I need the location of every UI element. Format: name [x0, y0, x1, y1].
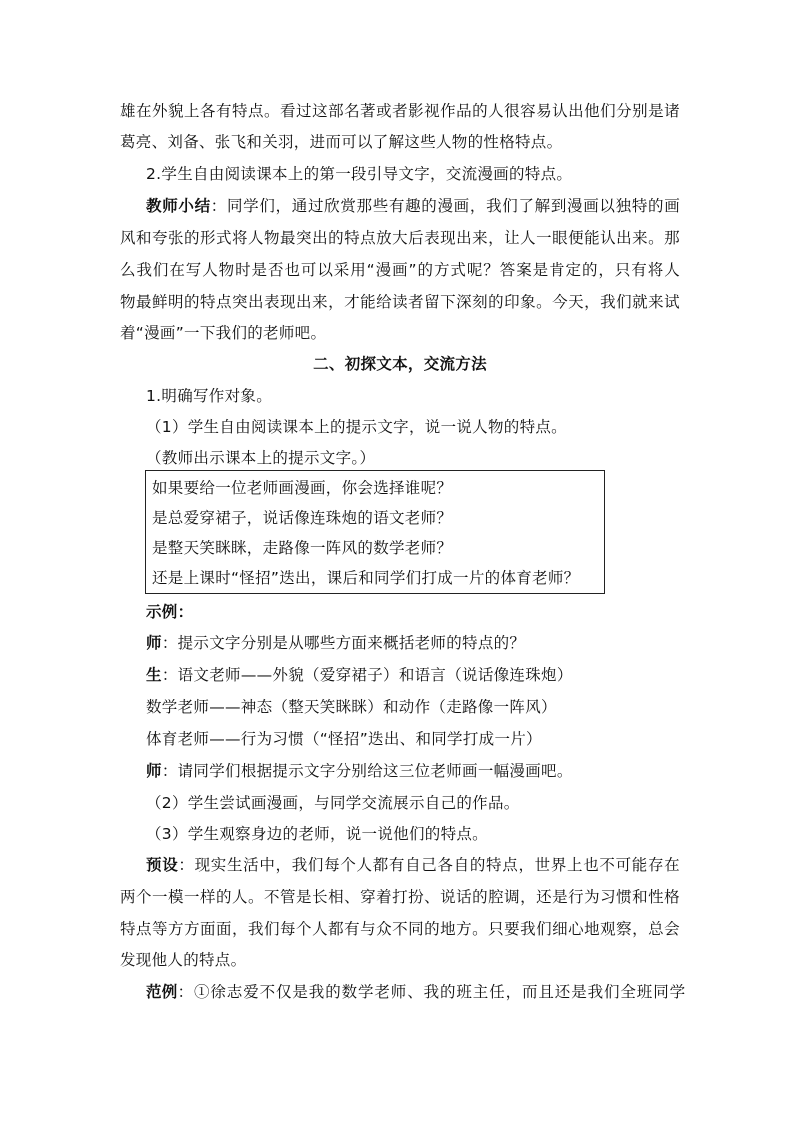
dialogue-text: ：提示文字分别是从哪些方面来概括老师的特点的？: [161, 634, 526, 652]
dialogue-line: [146, 633, 706, 653]
paragraph-line: 风和夸张的形式将人物最突出的特点放大后表现出来，让人一眼便能认出来。那: [120, 229, 680, 247]
paragraph-line: 2.学生自由阅读课本上的第一段引导文字，交流漫画的特点。: [146, 165, 573, 183]
step-item: （1）学生自由阅读课本上的提示文字，说一说人物的特点。: [146, 418, 567, 436]
paragraph-line: 两个一模一样的人。不管是长相、穿着打扮、说话的腔调，还是行为习惯和性格: [120, 888, 680, 906]
teacher-summary-text: ：同学们，通过欣赏那些有趣的漫画，我们了解到漫画以独特的画: [210, 197, 681, 215]
step-note: （教师出示课本上的提示文字。）: [146, 449, 376, 467]
speaker-label: 师: [146, 634, 162, 652]
paragraph-line: 发现他人的特点。: [120, 951, 247, 969]
sample-first-line: [146, 982, 687, 1002]
paragraph-line: 葛亮、刘备、张飞和关羽，进而可以了解这些人物的性格特点。: [120, 133, 563, 151]
paragraph-line: 着“漫画”一下我们的老师吧。: [120, 324, 327, 342]
step-item: （2）学生尝试画漫画，与同学交流展示自己的作品。: [146, 794, 520, 812]
speaker-label: 师: [146, 762, 162, 780]
speaker-label: 生: [146, 666, 162, 684]
preset-text: ：现实生活中，我们每个人都有自己各自的特点，世界上也不可能存在: [178, 856, 680, 874]
paragraph-line: 雄在外貌上各有特点。看过这部名著或者影视作品的人很容易认出他们分别是诸: [120, 102, 680, 120]
dialogue-text: ：请同学们根据提示文字分别给这三位老师画一幅漫画吧。: [161, 762, 573, 780]
example-label: 示例：: [146, 603, 194, 621]
paragraph-line: 物最鲜明的特点突出表现出来，才能给读者留下深刻的印象。今天，我们就来试: [120, 293, 680, 311]
prompt-line: 如果要给一位老师画漫画，你会选择谁呢？: [152, 479, 453, 497]
sample-text: ：①徐志爱不仅是我的数学老师、我的班主任，而且还是我们全班同学: [177, 983, 687, 1001]
dialogue-line: 数学老师——神态（整天笑眯眯）和动作（走路像一阵风）: [146, 698, 557, 716]
preset-first-line: [146, 855, 680, 875]
prompt-line: 是整天笑眯眯，走路像一阵风的数学老师？: [152, 539, 453, 557]
prompt-text-box: [145, 470, 605, 594]
prompt-line: 还是上课时“怪招”迭出，课后和同学们打成一片的体育老师？: [152, 569, 580, 587]
section-heading: 二、初探文本，交流方法: [313, 355, 487, 373]
teacher-summary-label: 教师小结: [146, 197, 211, 215]
dialogue-text: ：语文老师——外貌（爱穿裙子）和语言（说话像连珠炮）: [161, 666, 573, 684]
prompt-line: 是总爱穿裙子，说话像连珠炮的语文老师？: [152, 509, 453, 527]
dialogue-line: [146, 665, 706, 685]
sample-label: 范例: [146, 983, 178, 1001]
paragraph-line: 特点等方方面面，我们每个人都有与众不同的地方。只要我们细心地观察，总会: [120, 920, 680, 938]
paragraph-line: 么我们在写人物时是否也可以采用“漫画”的方式呢？答案是肯定的，只有将人: [120, 261, 680, 279]
teacher-summary-first-line: [146, 196, 680, 216]
step-item: （3）学生观察身边的老师，说一说他们的特点。: [146, 825, 488, 843]
step-title: 1.明确写作对象。: [146, 387, 272, 405]
dialogue-line: 体育老师——行为习惯（“怪招”迭出、和同学打成一片）: [146, 730, 542, 748]
dialogue-line: [146, 761, 706, 781]
preset-label: 预设: [146, 856, 179, 874]
